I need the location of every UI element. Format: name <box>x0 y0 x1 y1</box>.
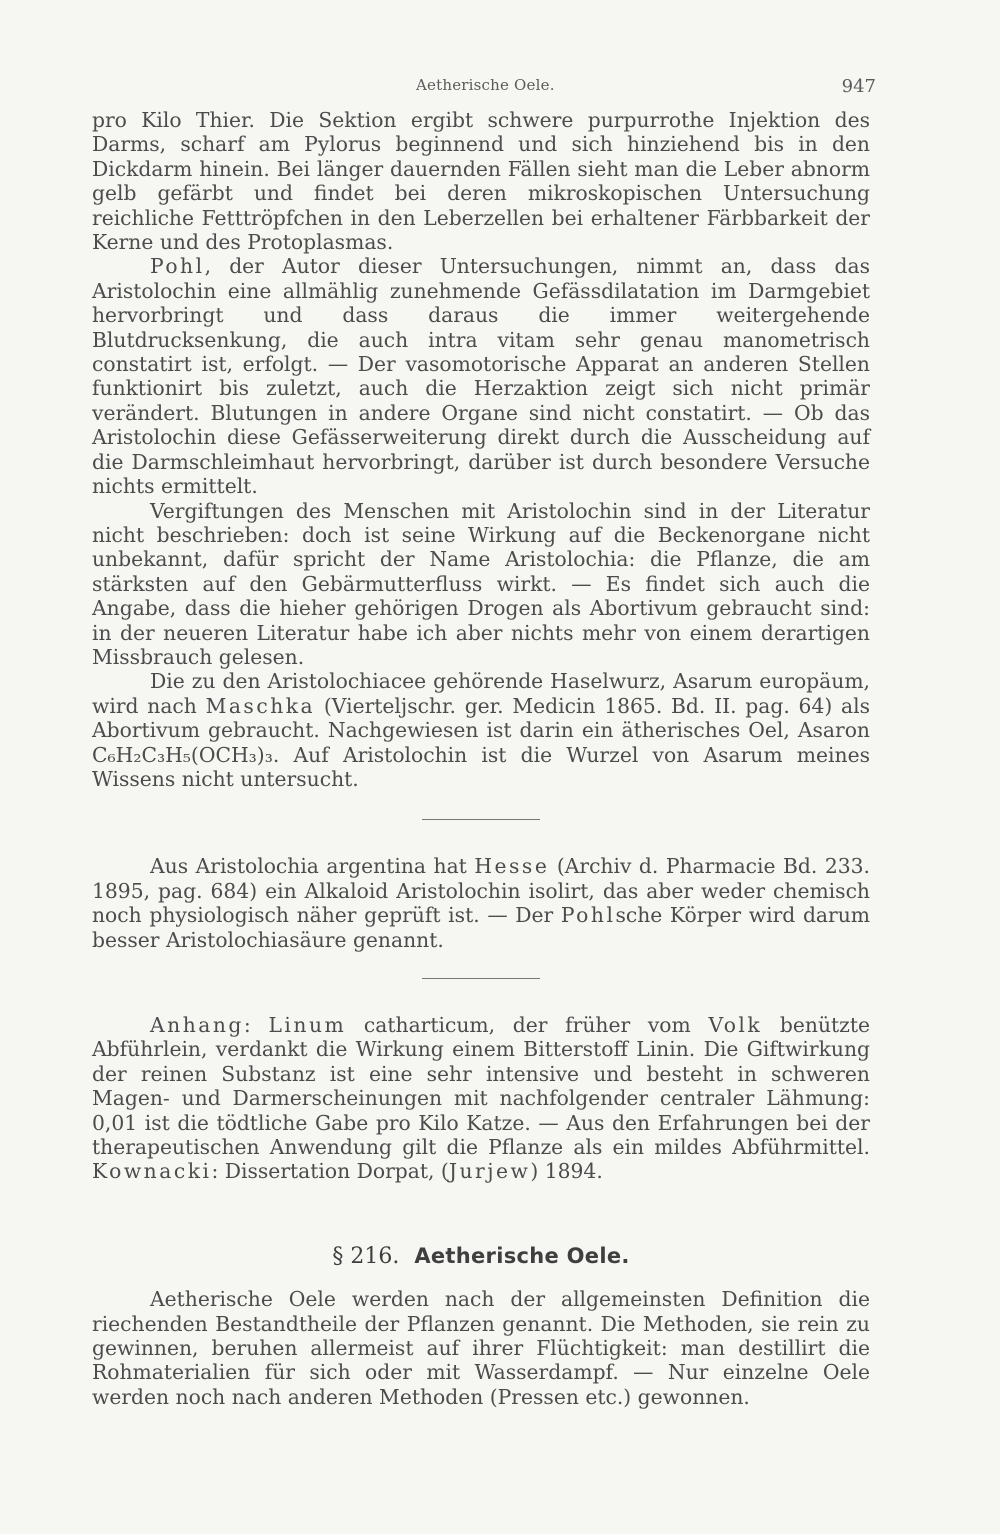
anhang-colon: : <box>243 1013 269 1037</box>
paragraph-2-text: , der Autor dieser Untersuchungen, nimmt an, dass das Aristolochin eine allmählig zunehmende Gefässdilatation im Darmgebiet hervorbringt und dass daraus die immer weitergehende Blutdrucksenkung, die auch intra vitam sehr genau manometrisch constatirt ist, erfolgt. — Der vasomotorische Apparat an anderen Stellen funktionirt bis zuletzt, auch die Herzaktion zeigt sich nicht primär verändert. Blutungen in andere Organe sind nicht constatirt. — Ob das Aristolochin diese Gefässerweiterung direkt durch die Ausscheidung auf die Darmschleimhaut hervorbringt, darüber ist durch besondere Versuche nichts ermittelt. <box>92 254 870 499</box>
section-number: § 216. <box>332 1243 400 1269</box>
paragraph-6 <box>92 1013 870 1184</box>
paragraph-5-text-b: (Archiv d. Pharmacie Bd. 233. 1895, pag. 684) ein Alkaloid Aristolochin isolirt, das aber weder chemisch noch physiologisch näher geprüft ist. — Der <box>92 854 870 928</box>
paragraph-4-text-a: Die zu den Aristolochiacee gehörende Haselwurz, Asarum europäum, wird nach <box>92 669 870 718</box>
running-header <box>92 72 876 108</box>
paragraph-3: Vergiftungen des Menschen mit Aristolochin sind in der Literatur nicht beschrieben: doch ist seine Wirkung auf die Beckenorgane nicht unbekannt, dafür spricht der Name Aristolochia: die Pflanze, die am stärksten auf den Gebärmutterfluss wirkt. — Es findet sich auch die Angabe, dass die hieher gehörigen Drogen als Abortivum gebraucht sind: in der neueren Literatur habe ich aber nichts mehr von einem derartigen Missbrauch gelesen. <box>92 498 870 669</box>
paragraph-5-text-a: Aus Aristolochia argentina hat <box>150 854 475 879</box>
separator-rule <box>422 978 540 979</box>
paragraph-4-text-b: (Vierteljschr. ger. Medicin 1865. Bd. II. pag. 64) als Abortivum gebraucht. Nachgewiesen ist darin ein ätherisches Oel, Asaron <box>92 693 870 743</box>
paragraph-6-text-c: : Dissertation Dorpat, ( <box>211 1159 449 1184</box>
author-name-kownacki: Kownacki <box>92 1159 212 1184</box>
paragraph-5-text-c: sche Körper wird darum besser Aristolochiasäure genannt. <box>92 903 871 952</box>
paragraph-6-text-a: catharticum, der früher vom <box>346 1013 709 1037</box>
paragraph-6-text-d: ) 1894. <box>530 1159 603 1184</box>
volk-term: Volk <box>708 1013 763 1037</box>
anhang-label: Anhang <box>150 1013 244 1037</box>
separator-rule <box>422 819 540 820</box>
place-name-jurjew: Jurjew <box>448 1159 531 1184</box>
author-name-hesse: Hesse <box>474 854 550 879</box>
linum-term: Linum <box>268 1013 347 1037</box>
paragraph-7: Aetherische Oele werden nach der allgemeinsten Definition die riechenden Bestandtheile der Pflanzen genannt. Die Methoden, sie rein zu gewinnen, beruhen allermeist auf ihrer Flüchtigkeit: man destillirt die Rohmaterialien für sich oder mit Wasserdampf. — Nur einzelne Oele werden noch nach anderen Methoden (Pressen etc.) gewonnen. <box>92 1287 870 1409</box>
paragraph-4 <box>92 669 870 791</box>
author-name-maschka: Maschka <box>205 693 316 718</box>
paragraph-4-text-c: . Auf Aristolochin ist die Wurzel von Asarum meines Wissens nicht untersucht. <box>92 742 870 791</box>
body-text <box>92 108 870 1409</box>
paragraph-1: pro Kilo Thier. Die Sektion ergibt schwere purpurrothe Injektion des Darms, scharf am Pylorus beginnend und sich hinziehend bis in den Dickdarm hinein. Bei länger dauernden Fällen sieht man die Leber abnorm gelb gefärbt und findet bei deren mikroskopischen Untersuchung reichliche Fetttröpfchen in den Leberzellen bei erhaltener Färbbarkeit der Kerne und des Protoplasmas. <box>92 108 870 255</box>
section-title: Aetherische Oele. <box>414 1243 630 1268</box>
paragraph-6-text-b: benützte Abführlein, verdankt die Wirkung einem Bitterstoff Linin. Die Giftwirkung der reinen Substanz ist eine sehr intensive und besteht in schweren Magen- und Darmerscheinungen mit nachfolgender centraler Lähmung: 0,01 ist die tödtliche Gabe pro Kilo Katze. — Aus den Erfahrungen bei der therapeutischen Anwendung gilt die Pflanze als ein mildes Abführmittel. <box>92 1013 870 1160</box>
paragraph-5 <box>92 854 870 952</box>
running-title: Aetherische Oele. <box>416 76 555 94</box>
author-name-pohl: Pohl <box>150 254 205 279</box>
section-heading <box>92 1244 870 1269</box>
page-number: 947 <box>841 76 876 97</box>
paragraph-2 <box>92 254 870 498</box>
author-name-pohl-2: Pohl <box>560 903 616 928</box>
chemical-formula: C₆H₂C₃H₅(OCH₃)₃ <box>92 742 273 767</box>
